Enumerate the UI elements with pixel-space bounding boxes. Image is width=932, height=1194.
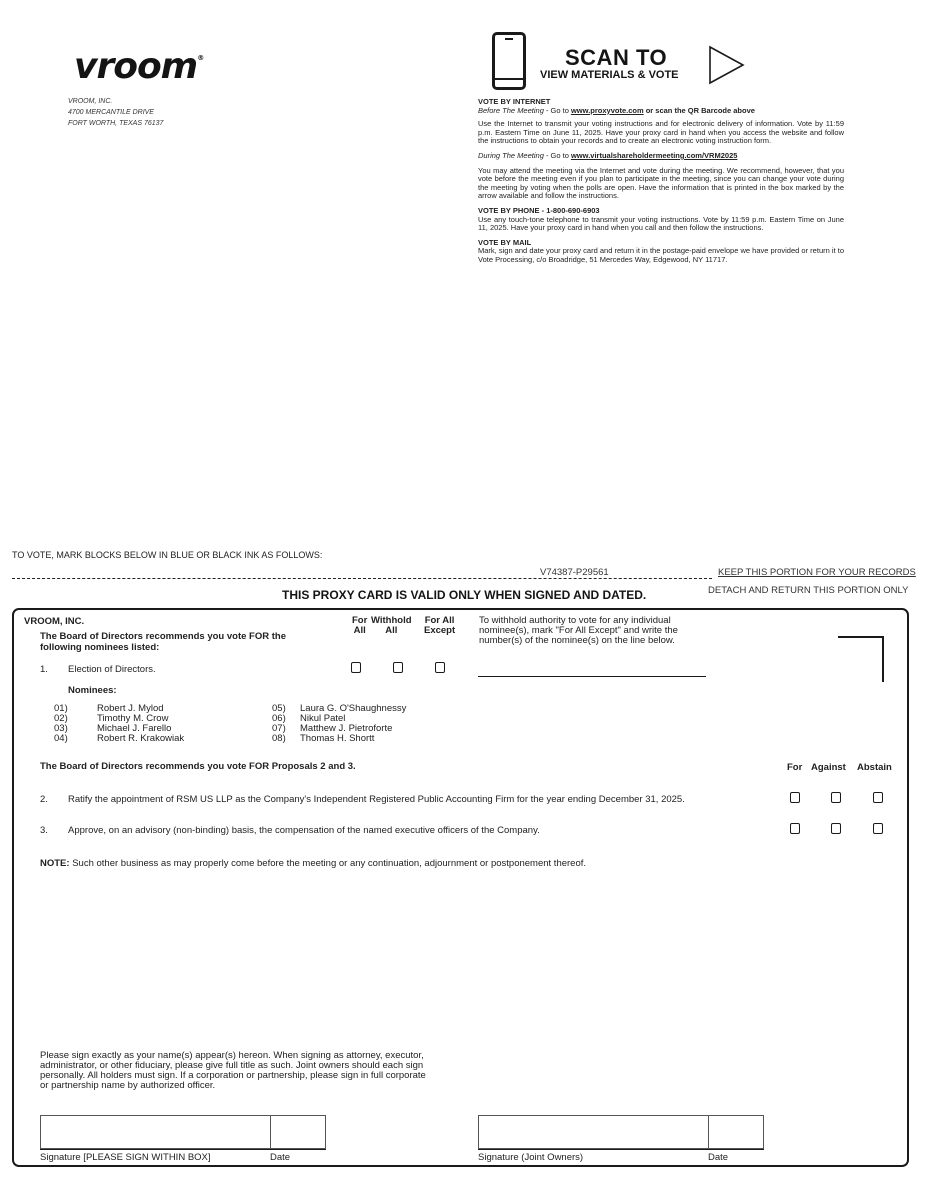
- note: NOTE: Such other business as may properly come before the meeting or any continuation, adjournment or postponement thereof.: [40, 858, 587, 869]
- valid-notice: THIS PROXY CARD IS VALID ONLY WHEN SIGNED AND DATED.: [282, 588, 647, 602]
- item1-label: Election of Directors.: [68, 664, 156, 675]
- except-nominee-line[interactable]: [478, 676, 706, 677]
- proposal-3-number: 3.: [40, 825, 48, 836]
- mail-heading: VOTE BY MAIL: [478, 237, 532, 247]
- mail-body: Mark, sign and date your proxy card and return it in the postage-paid envelope we have provided or return it to Vote Processing, c/o Broadridge, 51 Mercedes Way, Edgewood, NY 11717.: [478, 246, 844, 264]
- item1-number: 1.: [40, 664, 48, 675]
- joint-signature-line: [478, 1149, 764, 1150]
- to-vote-instruction: TO VOTE, MARK BLOCKS BELOW IN BLUE OR BLACK INK AS FOLLOWS:: [12, 550, 323, 560]
- during-body: You may attend the meeting via the Internet and vote during the meeting. We recommend, however, that you vote before the meeting even if you plan to participate in the meeting, since you can change your vote during the meeting by voting when the polls are open. Have the information that is printed in the box marked by the arrow available and follow the instructions.: [478, 165, 844, 201]
- nominee-name: Robert J. Mylod: [97, 703, 164, 714]
- for-all-checkbox[interactable]: [351, 662, 361, 673]
- nominee-name: Robert R. Krakowiak: [97, 733, 185, 744]
- col-withhold-all: Withhold All: [371, 615, 412, 636]
- proposal-2-text: Ratify the appointment of RSM US LLP as the Company's Independent Registered Public Accounting Firm for the year ending December 31, 2025.: [68, 794, 685, 805]
- internet-heading: VOTE BY INTERNET: [478, 97, 551, 106]
- board-recommendation-proposals: The Board of Directors recommends you vote FOR Proposals 2 and 3.: [40, 761, 356, 772]
- address-line: 4700 MERCANTILE DRIVE: [68, 109, 154, 116]
- control-code: V74387-P29561: [540, 567, 609, 578]
- virtual-meeting-link[interactable]: www.virtualshareholdermeeting.com/VRM2025: [570, 150, 738, 160]
- nominee-name: Timothy M. Crow: [97, 713, 169, 724]
- voting-instructions: VOTE BY INTERNET Before The Meeting - Go to www.proxyvote.com or scan the QR Barcode above Use the Internet to transmit your voting instructions and for electronic delivery of information. Vote by 11:59 p.m. Eastern Time on June 11, 2025. Have your proxy card in hand when you access the website and follow the instructions to obtain your records and to create an electronic voting instruction form. During The Meeting - Go to www.virtualshareholdermeeting.com/VRM2025 You may attend the meeting via the Internet and vote during the meeting. We recommend, however, that you vote before the meeting even if you plan to participate in the meeting, since you can change your vote during the meeting by voting when the polls are open. Have the information that is printed in the box marked by the arrow available and follow the instructions. VOTE BY PHONE - 1-800-690-6903 Use any touch-tone telephone to transmit your voting instructions. Vote by 11:59 p.m. Eastern Time on June 11, 2025. Have your proxy card in hand when you call and then follow the instructions. VOTE BY MAIL Mark, sign and date your proxy card and return it in the postage-paid envelope we have provided or return it to Vote Processing, c/o Broadridge, 51 Mercedes Way, Edgewood, NY 11717.: [478, 97, 844, 264]
- nominee-name: Nikul Patel: [300, 713, 346, 724]
- detach-line: [12, 578, 712, 579]
- joint-signature-label: Signature (Joint Owners): [478, 1152, 584, 1163]
- board-recommendation: The Board of Directors recommends you vote FOR the: [40, 631, 286, 642]
- arrow-marker-box: [838, 636, 884, 682]
- before-label: Before The Meeting: [478, 105, 544, 115]
- signature-label: Signature [PLEASE SIGN WITHIN BOX]: [40, 1152, 211, 1163]
- proposal-2-for-checkbox[interactable]: [790, 792, 800, 803]
- for-all-except-checkbox[interactable]: [435, 662, 445, 673]
- nominee-numbers-left: 01) 02) 03) 04): [54, 703, 68, 744]
- col-for: For: [787, 762, 803, 773]
- col-for-all: For All: [352, 615, 368, 636]
- proxy-card: [12, 608, 909, 1167]
- board-recommendation-cont: following nominees listed:: [40, 642, 160, 653]
- col-for-all-except: For All Except: [424, 615, 456, 636]
- proposal-2-number: 2.: [40, 794, 48, 805]
- card-company: VROOM, INC.: [24, 616, 85, 627]
- company-logo: vroom®: [74, 46, 204, 87]
- phone-body: Use any touch-tone telephone to transmit your voting instructions. Vote by 11:59 p.m. Eastern Time on June 11, 2025. Have your proxy card in hand when you call and then follow the instructions.: [478, 214, 844, 233]
- proposal-3-against-checkbox[interactable]: [831, 823, 841, 834]
- withhold-note: To withhold authority to vote for any individual nominee(s), mark "For All Except" and write the number(s) of the nominee(s) on the line below.: [479, 615, 678, 646]
- keep-portion-label: KEEP THIS PORTION FOR YOUR RECORDS: [718, 567, 916, 578]
- joint-signature-box[interactable]: [478, 1115, 764, 1149]
- address-line: VROOM, INC.: [68, 98, 113, 105]
- proxyvote-link[interactable]: www.proxyvote.com: [570, 105, 644, 115]
- nominee-name: Thomas H. Shortt: [300, 733, 375, 744]
- nominee-name: Michael J. Farello: [97, 723, 172, 734]
- nominee-numbers-right: 05) 06) 07) 08): [272, 703, 286, 744]
- joint-date-label: Date: [708, 1152, 729, 1163]
- nominee-names-left: [97, 704, 184, 744]
- signature-box[interactable]: [40, 1115, 326, 1149]
- proposal-2-abstain-checkbox[interactable]: [873, 792, 883, 803]
- during-label: During The Meeting: [478, 150, 544, 160]
- address-line: FORT WORTH, TEXAS 76137: [68, 120, 164, 127]
- col-abstain: Abstain: [857, 762, 892, 773]
- scan-title: SCAN TO: [565, 45, 668, 70]
- proposal-3-abstain-checkbox[interactable]: [873, 823, 883, 834]
- nominee-name: Laura G. O'Shaughnessy: [300, 703, 407, 714]
- internet-body: Use the Internet to transmit your voting instructions and for electronic delivery of information. Vote by 11:59 p.m. Eastern Time on June 11, 2025. Have your proxy card in hand when you access the website and follow the instructions to obtain your records and to create an electronic voting instruction form.: [478, 119, 844, 146]
- scan-subtitle: VIEW MATERIALS & VOTE: [540, 69, 679, 81]
- signature-line: [40, 1149, 326, 1150]
- nominee-names-right: [300, 704, 406, 744]
- col-against: Against: [811, 762, 846, 773]
- date-label: Date: [270, 1152, 291, 1163]
- phone-heading: VOTE BY PHONE - 1-800-690-6903: [478, 205, 600, 215]
- nominees-label: Nominees:: [68, 685, 117, 696]
- detach-return-label: DETACH AND RETURN THIS PORTION ONLY: [708, 585, 909, 596]
- company-address: [68, 96, 163, 129]
- proposal-2-against-checkbox[interactable]: [831, 792, 841, 803]
- proposal-3-text: Approve, on an advisory (non-binding) basis, the compensation of the named executive officers of the Company.: [68, 825, 540, 836]
- nominee-name: Matthew J. Pietroforte: [300, 723, 393, 734]
- triangle-right-icon: [708, 45, 746, 85]
- smartphone-icon: [492, 32, 526, 90]
- withhold-all-checkbox[interactable]: [393, 662, 403, 673]
- proposal-3-for-checkbox[interactable]: [790, 823, 800, 834]
- signing-instructions: Please sign exactly as your name(s) appear(s) hereon. When signing as attorney, executor, administrator, or other fiduciary, please give full title as such. Joint owners should each sign personally. All holders must sign. If a corporation or partnership, please sign in full corporate or partnership name by authorized officer.: [40, 1050, 426, 1091]
